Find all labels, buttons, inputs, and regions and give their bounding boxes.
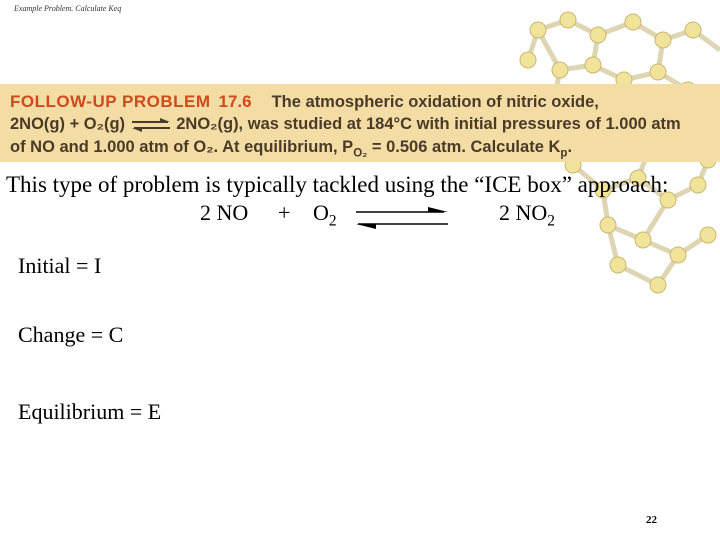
banner-kp-subscript: p <box>560 147 568 160</box>
equilibrium-arrow-icon <box>352 204 452 230</box>
banner-line-3 <box>10 138 572 159</box>
banner-line3-text: of NO and 1.000 atm of O₂. At equilibrium, P <box>10 138 354 156</box>
ice-initial-label: Initial = I <box>18 253 102 278</box>
banner-equilibrium-arrow-icon <box>130 117 172 133</box>
banner-line2-text: 2NO₂(g), was studied at 184°C with initial pressures of 1.000 atm <box>176 115 681 133</box>
banner-line3-end: = 0.506 atm. Calculate K <box>367 138 561 156</box>
banner-line1-text: The atmospheric oxidation of nitric oxide, <box>271 93 599 111</box>
ice-equilibrium-label: Equilibrium = E <box>18 399 162 424</box>
banner-pressure-subscript: O₂ <box>353 147 368 160</box>
banner-title: FOLLOW-UP PROBLEM <box>10 92 211 111</box>
banner-number: 17.6 <box>218 92 252 111</box>
follow-up-problem-banner <box>0 84 720 162</box>
equation-reactant-o2: $O_2$ <box>313 200 337 230</box>
page-number: 22 <box>646 514 657 526</box>
banner-line-2 <box>10 115 681 134</box>
equation-product-no2: 2 $NO_2$ <box>499 200 555 230</box>
banner-reactants: 2NO(g) + O₂(g) <box>10 115 126 133</box>
intro-text: This type of problem is typically tackled using the “ICE box” approach: <box>6 172 669 197</box>
banner-period: . <box>567 138 573 156</box>
banner-line-1 <box>10 92 599 112</box>
slide-label: Example Problem. Calculate Keq <box>14 4 122 13</box>
ice-change-label: Change = C <box>18 322 124 347</box>
equation-reactant-no: 2 NO <box>200 200 249 225</box>
equation-plus: + <box>278 200 291 225</box>
